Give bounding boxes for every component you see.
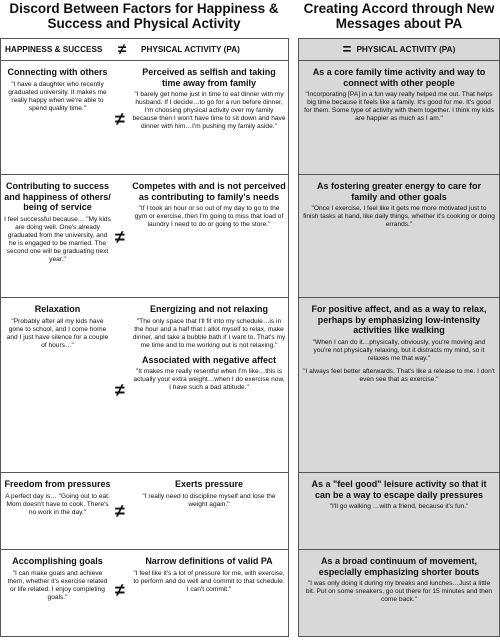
discord-row-2 — [1, 174, 288, 297]
factor-heading: Connecting with others — [7, 67, 108, 77]
message-quote: "Once I exercise, I feel like it gets me more motivated just to finish tasks at hand, like daily things, whether it's cooking or doing errands." — [303, 205, 495, 228]
not-equal-icon: ≠ — [118, 41, 127, 58]
equals-icon: = — [342, 41, 352, 58]
pa-quote-secondary: "It makes me really resentful when I'm like…this is actually your extra weight…when I do exercise now, I have such a bad attitude." — [133, 368, 285, 391]
not-equal-icon: ≠ — [115, 380, 125, 400]
accord-row-4 — [299, 472, 499, 549]
not-equal-icon: ≠ — [115, 227, 125, 247]
factor-quote: I feel successful because… "My kids are doing well. One's already graduated from the university, and he is engaged to be married. The second one will be graduating next year." — [4, 215, 111, 263]
pa-heading: Narrow definitions of valid PA — [145, 556, 273, 566]
accord-row-2 — [299, 174, 499, 297]
factor-heading: Freedom from pressures — [4, 479, 111, 489]
discord-header — [1, 39, 288, 61]
pa-heading: Energizing and not relaxing — [149, 304, 268, 314]
pa-quote: "The only space that I'll fit into my schedule…is in the hour and a half that I allot myself to relax, make dinner, and take a bubble bath if I want to. That's my me time and to me working out is not relaxing." — [132, 317, 286, 349]
factor-heading: Accomplishing goals — [12, 556, 103, 566]
message-quote-secondary: "I always feel better afterwards. That's like a release to me. I don't even see that as exercise." — [303, 367, 495, 383]
accord-row-5 — [299, 549, 499, 636]
not-equal-icon: ≠ — [115, 580, 125, 600]
discord-row-4 — [1, 472, 288, 549]
pa-quote: "I barely get home just in time to eat dinner with my husband. If I decide…to go for a run before dinner, I'm choosing physical activity over my family because then I won't have time to sit down and have dinner with him…I'm pushing my family aside." — [132, 91, 286, 130]
not-equal-icon: ≠ — [115, 501, 125, 521]
not-equal-icon: ≠ — [115, 109, 125, 129]
factor-quote: A perfect day is… "Going out to eat. Mom doesn't have to cook. There's no work in the day." — [5, 492, 110, 516]
factor-quote: "I have a daughter who recently graduated university. It makes me really happy when we're able to spend quality time." — [8, 80, 107, 112]
pa-heading: Perceived as selfish and taking time away from family — [142, 67, 276, 88]
message-heading: As a broad continuum of movement, especially emphasizing shorter bouts — [318, 556, 480, 577]
factor-quote: "I can make goals and achieve them, whether it's exercise related or life related. I enjoy completing goals." — [7, 569, 108, 601]
pa-heading: Competes with and is not perceived as contributing to family's needs — [132, 181, 286, 202]
message-heading: As a core family time activity and way to connect with other people — [312, 67, 486, 88]
pa-heading: Exerts pressure — [174, 479, 244, 489]
discord-panel — [0, 38, 289, 637]
factor-quote: "Probably after all my kids have gone to school, and I come home and I just have silence for a couple of hours…" — [6, 317, 109, 349]
pa-quote: "I really need to discipline myself and lose the weight again." — [142, 492, 276, 508]
happiness-header: HAPPINESS & SUCCESS — [5, 45, 103, 54]
left-title: Discord Between Factors for Happiness & Success and Physical Activity — [9, 1, 279, 31]
message-quote: "I was only doing it during my breaks and lunches…Just a little bit. Put on some sneakers, go out there for 15 minutes and then come back." — [305, 580, 493, 603]
factor-heading: Relaxation — [34, 304, 81, 314]
pa-header: PHYSICAL ACTIVITY (PA) — [141, 45, 240, 54]
discord-row-1 — [1, 61, 288, 174]
factor-heading: Contributing to success and happiness of others/ being of service — [4, 181, 111, 212]
message-quote: "When I can do it…physically, obviously, you're moving and you're not physically relaxing, but it distracts my mind, so it relaxes me that way." — [312, 338, 486, 362]
pa-quote: "I feel like it's a lot of pressure for me, with exercise, to perform and do well and commit to that schedule. I can't commit." — [133, 569, 285, 593]
discord-row-5 — [1, 549, 288, 636]
accord-row-1 — [299, 61, 499, 174]
pa-header-right: PHYSICAL ACTIVITY (PA) — [356, 45, 456, 54]
accord-header — [299, 39, 499, 61]
pa-heading-secondary: Associated with negative affect — [141, 354, 277, 365]
message-heading: As fostering greater energy to care for family and other goals — [316, 181, 482, 202]
right-title: Creating Accord through New Messages about PA — [303, 1, 495, 31]
message-heading: As a "feel good" leisure activity so that it can be a way to escape daily pressures — [311, 479, 487, 500]
accord-panel — [298, 38, 500, 637]
message-heading: For positive affect, and as a way to relax, perhaps by emphasizing low-intensity activities like walking — [311, 304, 487, 335]
message-quote: "Incorporating [PA] in a fun way really helped me out. That helps big time because it feels like a family. It's good for me. It's good for them. Some type of activity with them together. I think my kids are happier as much as I am." — [304, 91, 494, 122]
pa-quote: "If I took an hour or so out of my day to go to the gym or exercise, then I'm going to miss that load of laundry I need to do or going to the store." — [134, 205, 284, 228]
discord-row-3 — [1, 297, 288, 472]
message-quote: "I'll go walking …with a friend, because it's fun." — [329, 503, 469, 510]
accord-row-3 — [299, 297, 499, 472]
